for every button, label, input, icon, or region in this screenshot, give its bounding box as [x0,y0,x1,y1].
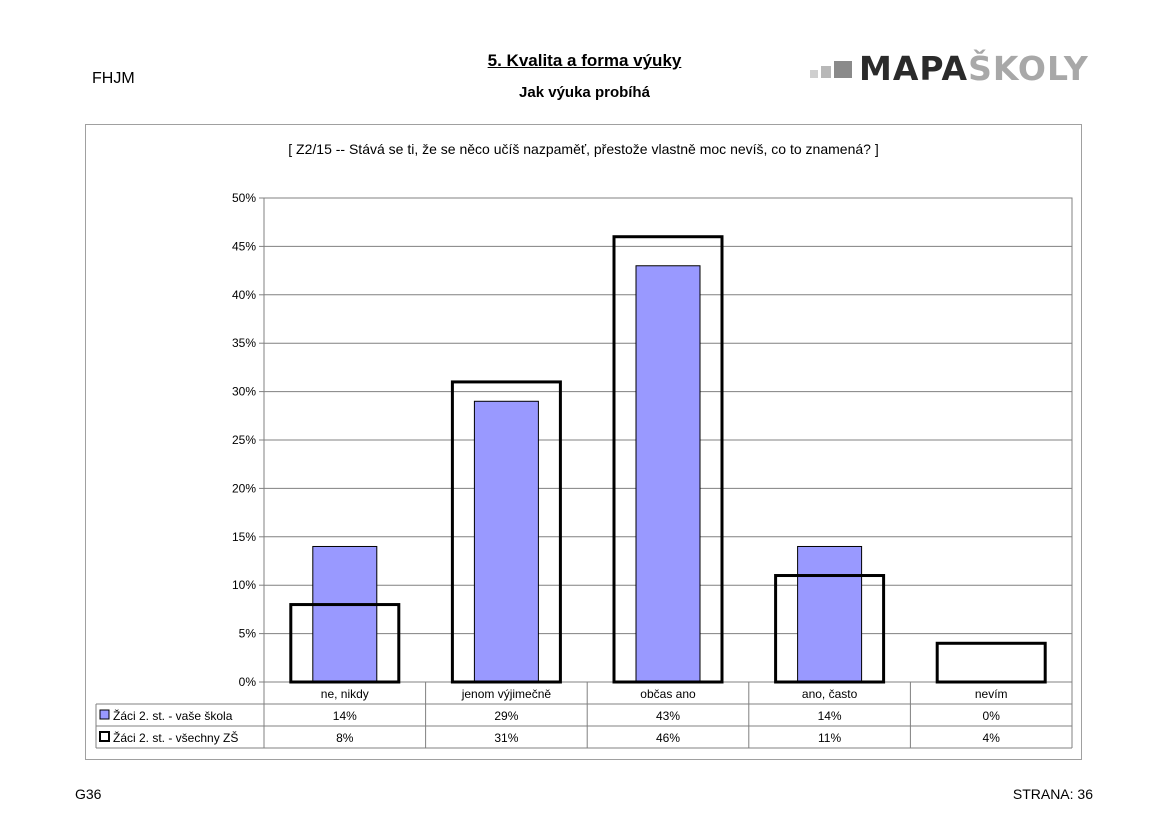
bar-vase-skola [636,266,700,682]
data-label: 8% [336,731,354,745]
y-tick-label: 0% [238,675,256,689]
logo-text-mapa: MAPA [859,48,969,88]
bar-vsechny-zs [937,643,1045,682]
data-label: 46% [655,731,681,745]
y-tick-label: 15% [231,529,256,544]
bar-vase-skola [313,546,377,682]
y-tick-label: 35% [231,336,256,351]
chart-question: [ Z2/15 -- Stává se ti, že se něco učíš nazpaměť, přestože vlastně moc nevíš, co to znamená? ] [288,141,879,157]
school-code: FHJM [92,70,135,87]
data-label: 14% [817,709,842,723]
y-tick-label: 5% [238,626,256,641]
footer-code: G36 [75,786,102,802]
category-label: ano, často [801,687,858,701]
y-tick-label: 50% [231,191,256,205]
bar-vase-skola [798,546,862,682]
data-label: 29% [494,709,519,723]
y-tick-label: 45% [231,239,256,254]
y-tick-label: 30% [231,384,256,399]
page-number: STRANA: 36 [1012,786,1093,802]
category-label: jenom výjimečně [461,687,552,701]
data-label: 31% [494,731,519,745]
section-title: 5. Kvalita a forma výuky [487,51,682,70]
data-label: 4% [982,731,1000,745]
legend-swatch-vsechny-zs [100,732,109,741]
y-tick-label: 25% [231,433,256,447]
y-tick-label: 10% [231,578,256,593]
data-label: 14% [332,709,357,723]
y-tick-label: 40% [231,287,256,302]
series-name: Žáci 2. st. - všechny ZŠ [113,731,239,745]
data-label: 11% [818,731,842,745]
data-label: 43% [655,709,681,723]
section-subtitle: Jak výuka probíhá [519,84,650,101]
logo-text-skoly: ŠKOLY [968,48,1089,88]
category-label: občas ano [640,687,696,701]
data-label: 0% [982,709,1000,723]
legend-swatch-vase-skola [100,710,109,719]
category-label: nevím [974,687,1008,701]
series-name: Žáci 2. st. - vaše škola [113,709,233,723]
category-label: ne, nikdy [320,687,369,701]
bar-vase-skola [474,401,538,682]
y-tick-label: 20% [231,481,256,496]
